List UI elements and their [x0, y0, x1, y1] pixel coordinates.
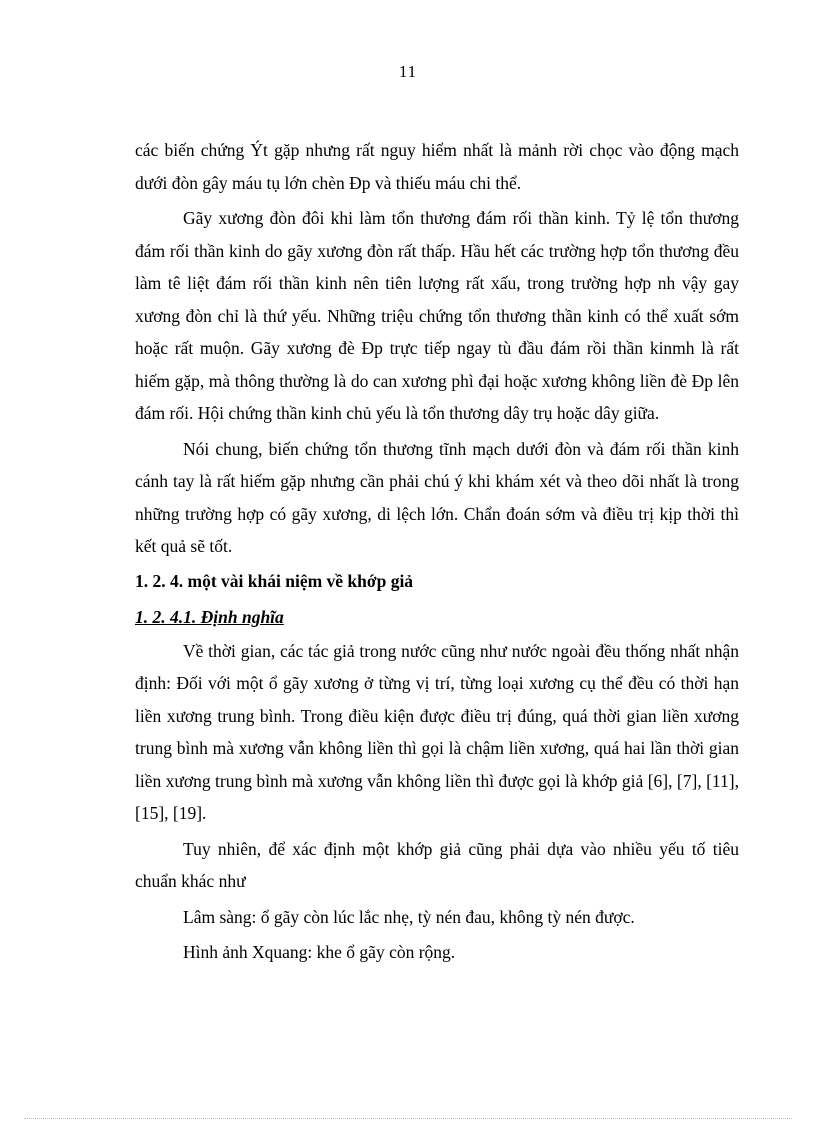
page-bottom-divider [24, 1118, 792, 1119]
page-number: 11 [398, 62, 418, 81]
paragraph-xray: Hình ảnh Xquang: khe ổ gãy còn rộng. [183, 942, 456, 962]
paragraph-complications-artery: các biến chứng Ýt gặp nhưng rất nguy hiểm nhất là mảnh rời chọc vào động mạch dưới đòn gây máu tụ lớn chèn Ðp và thiếu máu chi thể. [135, 140, 739, 193]
paragraph-criteria-intro: Tuy nhiên, để xác định một khớp giả cũng phải dựa vào nhiều yếu tố tiêu chuẩn khác như [135, 838, 739, 891]
paragraph-definition: Về thời gian, các tác giả trong nước cũng như nước ngoài đều thống nhất nhận định: Đối với một ổ gãy xương ở từng vị trí, từng loại xương cụ thể đều có thời hạn liền xương trung bình. Trong điều kiện được điều trị đúng, quá thời gian liền xương trung bình mà xương vẫn không liền thì gọi là chậm liền xương, quá hai lần thời gian liền xương trung bình mà xương vẫn không liền thì được gọi là khớp giả [6], [7], [11], [15], [19]. [135, 640, 739, 823]
paragraph-clinical: Lâm sàng: ổ gãy còn lúc lắc nhẹ, tỳ nén đau, không tỳ nén được. [183, 906, 635, 927]
document-body [135, 134, 739, 969]
section-heading: 1. 2. 4. một vài khái niệm về khớp giả [135, 570, 414, 591]
subsection-heading: 1. 2. 4.1. Định nghĩa [135, 606, 284, 627]
paragraph-nerve-plexus: Gãy xương đòn đôi khi làm tổn thương đám rối thần kinh. Tỷ lệ tổn thương đám rối thần kinh do gãy xương đòn rất thấp. Hầu hết các trường hợp tổn thương đều làm tê liệt đám rối thần kinh nên tiên lượng rất xấu, trong trường hợp nh vậy gay xương đòn chỉ là thứ yếu. Những triệu chứng tổn thương thần kinh có thể xuất sớm hoặc rất muộn. Gãy xương đè Ðp trực tiếp ngay tù đầu đám rồi thần kinmh là rất hiếm gặp, mà thông thường là do can xương phì đại hoặc xương không liền đè Ðp lên đám rối. Hội chứng thần kinh chủ yếu là tổn thương dây trụ hoặc dây giữa. [135, 208, 739, 423]
paragraph-general-complications: Nói chung, biến chứng tổn thương tĩnh mạch dưới đòn và đám rối thần kinh cánh tay là rất hiếm gặp nhưng cần phải chú ý khi khám xét và theo dõi nhất là trong những trường hợp có gãy xương, di lệch lớn. Chẩn đoán sớm và điều trị kịp thời thì kết quả sẽ tốt. [135, 438, 739, 556]
